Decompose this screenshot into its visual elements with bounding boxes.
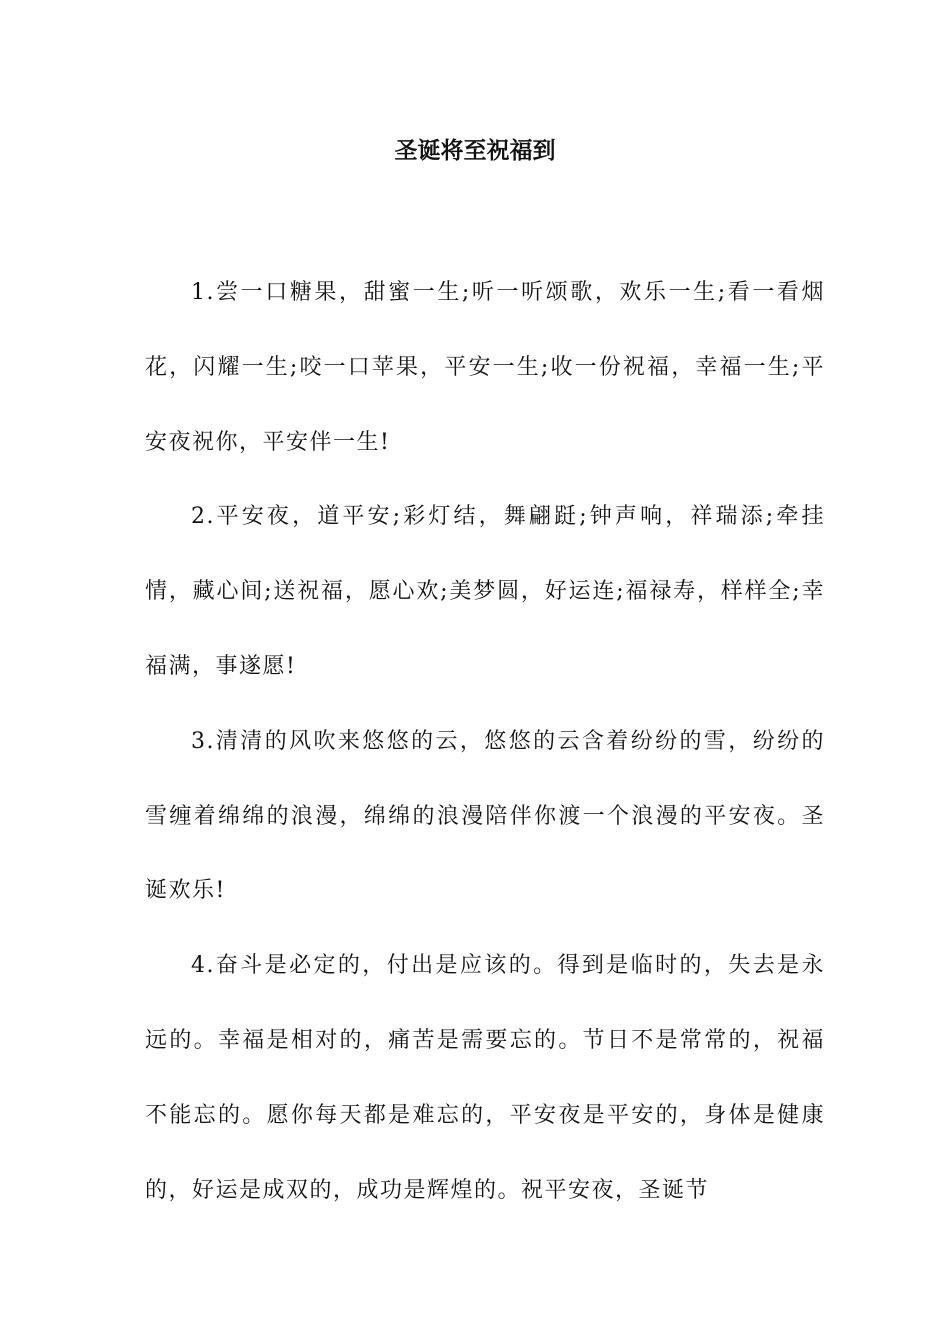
document-title: 圣诞将至祝福到 <box>394 138 556 164</box>
paragraph-4: 4.奋斗是必定的，付出是应该的。得到是临时的，失去是永远的。幸福是相对的，痛苦是需要忘的。节日不是常常的，祝福不能忘的。愿你每天都是难忘的，平安夜是平安的，身体是健康的，好运是成双的，成功是辉煌的。祝平安夜，圣诞节 <box>145 953 825 1203</box>
paragraph-3: 3.清清的风吹来悠悠的云，悠悠的云含着纷纷的雪，纷纷的雪缠着绵绵的浪漫，绵绵的浪漫陪伴你渡一个浪漫的平安夜。圣诞欢乐! <box>145 728 825 904</box>
document-body <box>145 256 825 1228</box>
paragraph-1: 1.尝一口糖果，甜蜜一生;听一听颂歌，欢乐一生;看一看烟花，闪耀一生;咬一口苹果，平安一生;收一份祝福，幸福一生;平安夜祝你，平安伴一生! <box>145 280 825 455</box>
paragraph-2: 2.平安夜，道平安;彩灯结，舞翩跹;钟声响，祥瑞添;牵挂情，藏心间;送祝福，愿心欢;美梦圆，好运连;福禄寿，样样全;幸福满，事遂愿! <box>145 504 825 679</box>
